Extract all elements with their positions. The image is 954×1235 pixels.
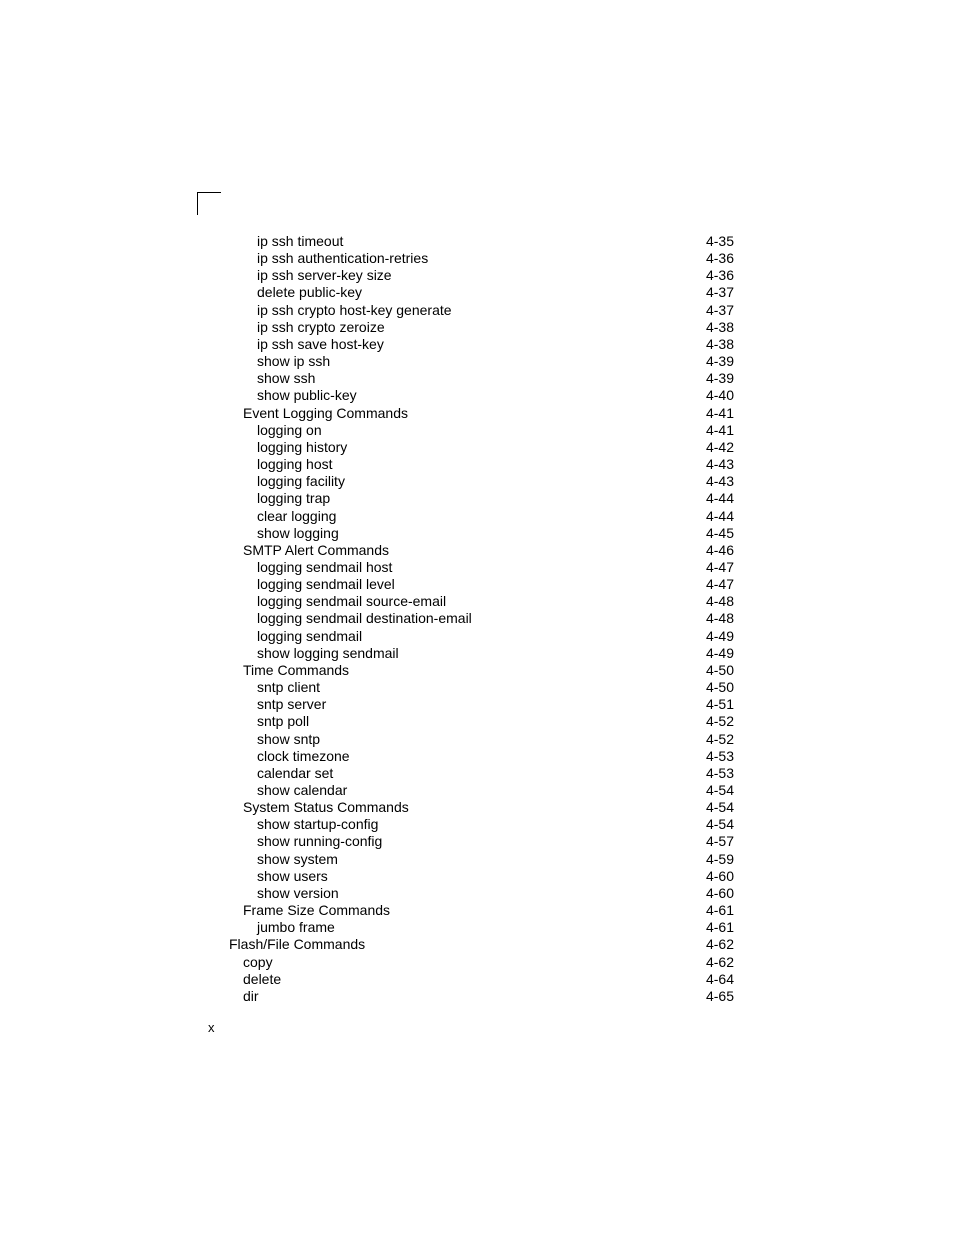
toc-entry-title: sntp client xyxy=(257,679,321,696)
toc-entry[interactable] xyxy=(0,731,954,748)
toc-entry-page: 4-39 xyxy=(705,370,734,387)
toc-entry-title: logging sendmail xyxy=(257,627,363,644)
toc-entry-page: 4-35 xyxy=(705,233,734,249)
toc-entry-title: Event Logging Commands xyxy=(243,404,408,421)
toc-entry-page: 4-42 xyxy=(705,438,734,455)
toc-entry[interactable] xyxy=(0,936,954,953)
toc-entry-title: sntp server xyxy=(257,696,327,713)
toc-entry[interactable] xyxy=(0,679,954,696)
toc-entry-title: show ip ssh xyxy=(257,353,331,370)
toc-entry-page: 4-53 xyxy=(705,747,734,764)
toc-entry-title: Time Commands xyxy=(243,661,350,678)
toc-entry-page: 4-49 xyxy=(705,627,734,644)
toc-entry[interactable] xyxy=(0,387,954,404)
toc-entry[interactable] xyxy=(0,302,954,319)
toc-entry-page: 4-52 xyxy=(705,713,734,730)
toc-entry[interactable] xyxy=(0,233,954,250)
toc-entry[interactable] xyxy=(0,765,954,782)
toc-entry-page: 4-51 xyxy=(705,696,734,713)
toc-entry[interactable] xyxy=(0,576,954,593)
toc-entry-title: show running-config xyxy=(257,833,383,850)
toc-entry-page: 4-41 xyxy=(705,421,734,438)
toc-entry[interactable] xyxy=(0,353,954,370)
toc-entry-page: 4-49 xyxy=(705,644,734,661)
toc-entry[interactable] xyxy=(0,250,954,267)
toc-entry-title: Frame Size Commands xyxy=(243,902,391,919)
toc-entry-page: 4-41 xyxy=(705,404,734,421)
toc-entry-page: 4-45 xyxy=(705,524,734,541)
toc-entry[interactable] xyxy=(0,628,954,645)
toc-entry-title: logging facility xyxy=(257,473,345,490)
toc-entry-page: 4-54 xyxy=(705,782,734,798)
toc-entry-title: show public-key xyxy=(257,387,357,404)
toc-entry-page: 4-37 xyxy=(705,301,734,318)
toc-entry[interactable] xyxy=(0,439,954,456)
toc-entry-title: delete public-key xyxy=(257,284,363,301)
toc-entry[interactable] xyxy=(0,799,954,816)
toc-entry-page: 4-50 xyxy=(705,679,734,696)
toc-entry-page: 4-38 xyxy=(705,318,734,335)
toc-entry[interactable] xyxy=(0,645,954,662)
toc-entry[interactable] xyxy=(0,919,954,936)
toc-entry-title: sntp poll xyxy=(257,713,310,730)
toc-entry-page: 4-39 xyxy=(705,353,734,370)
toc-entry-title: clear logging xyxy=(257,507,337,524)
toc-entry-page: 4-60 xyxy=(705,884,734,901)
toc-entry-page: 4-48 xyxy=(705,610,734,627)
toc-entry[interactable] xyxy=(0,542,954,559)
toc-entry-title: show version xyxy=(257,884,339,901)
toc-entry[interactable] xyxy=(0,662,954,679)
toc-entry[interactable] xyxy=(0,525,954,542)
table-of-contents xyxy=(0,233,954,1005)
toc-entry[interactable] xyxy=(0,885,954,902)
toc-entry-title: logging sendmail host xyxy=(257,558,393,575)
toc-entry-title: System Status Commands xyxy=(243,799,409,816)
toc-entry-page: 4-43 xyxy=(705,456,734,473)
toc-entry[interactable] xyxy=(0,954,954,971)
toc-entry-page: 4-47 xyxy=(705,576,734,593)
toc-entry-title: ip ssh save host-key xyxy=(257,335,384,352)
toc-entry[interactable] xyxy=(0,267,954,284)
toc-entry[interactable] xyxy=(0,593,954,610)
toc-entry-page: 4-44 xyxy=(705,490,734,507)
toc-entry[interactable] xyxy=(0,816,954,833)
toc-entry-title: ip ssh crypto zeroize xyxy=(257,318,385,335)
toc-entry[interactable] xyxy=(0,610,954,627)
toc-entry-title: show ssh xyxy=(257,370,316,387)
toc-entry-title: show users xyxy=(257,867,328,884)
toc-entry-title: show logging sendmail xyxy=(257,644,399,661)
page-number: x xyxy=(208,1020,215,1035)
toc-entry-title: ip ssh crypto host-key generate xyxy=(257,301,452,318)
toc-entry-title: delete xyxy=(243,970,282,987)
toc-entry-title: logging history xyxy=(257,438,348,455)
toc-entry[interactable] xyxy=(0,336,954,353)
toc-entry[interactable] xyxy=(0,988,954,1005)
toc-entry[interactable] xyxy=(0,284,954,301)
toc-entry-page: 4-54 xyxy=(705,816,734,833)
toc-entry-page: 4-46 xyxy=(705,541,734,558)
toc-entry[interactable] xyxy=(0,456,954,473)
toc-entry[interactable] xyxy=(0,851,954,868)
toc-entry-title: SMTP Alert Commands xyxy=(243,541,390,558)
toc-entry-title: logging host xyxy=(257,456,333,473)
toc-entry-page: 4-61 xyxy=(705,902,734,919)
toc-entry[interactable] xyxy=(0,782,954,799)
toc-entry-page: 4-48 xyxy=(705,593,734,610)
toc-entry-page: 4-43 xyxy=(705,473,734,490)
toc-entry-page: 4-47 xyxy=(705,558,734,575)
toc-entry-title: dir xyxy=(243,987,259,1004)
toc-entry[interactable] xyxy=(0,868,954,885)
toc-entry-title: calendar set xyxy=(257,764,334,781)
toc-entry-page: 4-54 xyxy=(705,799,734,816)
toc-entry-title: ip ssh timeout xyxy=(257,233,344,249)
toc-entry-title: copy xyxy=(243,953,273,970)
toc-entry-page: 4-40 xyxy=(705,387,734,404)
toc-entry-page: 4-57 xyxy=(705,833,734,850)
toc-entry-title: logging on xyxy=(257,421,322,438)
toc-entry[interactable] xyxy=(0,748,954,765)
crop-mark xyxy=(197,192,221,215)
toc-entry-page: 4-50 xyxy=(705,661,734,678)
toc-entry-title: show calendar xyxy=(257,782,348,798)
toc-entry-title: show logging xyxy=(257,524,339,541)
toc-entry-title: show system xyxy=(257,850,338,867)
toc-entry[interactable] xyxy=(0,713,954,730)
toc-entry[interactable] xyxy=(0,422,954,439)
toc-entry[interactable] xyxy=(0,370,954,387)
toc-entry[interactable] xyxy=(0,971,954,988)
toc-entry-title: logging sendmail source-email xyxy=(257,593,447,610)
toc-entry-page: 4-64 xyxy=(705,970,734,987)
toc-entry-title: ip ssh server-key size xyxy=(257,267,392,284)
toc-entry-title: logging trap xyxy=(257,490,331,507)
toc-entry-page: 4-62 xyxy=(705,936,734,953)
toc-entry[interactable] xyxy=(0,508,954,525)
toc-entry-title: jumbo frame xyxy=(257,919,335,936)
toc-entry[interactable] xyxy=(0,559,954,576)
toc-entry-page: 4-36 xyxy=(705,267,734,284)
toc-entry-title: show sntp xyxy=(257,730,321,747)
toc-entry[interactable] xyxy=(0,833,954,850)
toc-entry-page: 4-60 xyxy=(705,867,734,884)
toc-entry-title: logging sendmail destination-email xyxy=(257,610,472,627)
toc-entry-title: ip ssh authentication-retries xyxy=(257,250,429,267)
toc-entry-page: 4-38 xyxy=(705,335,734,352)
toc-entry[interactable] xyxy=(0,490,954,507)
toc-entry-title: show startup-config xyxy=(257,816,379,833)
toc-entry-page: 4-59 xyxy=(705,850,734,867)
toc-entry[interactable] xyxy=(0,405,954,422)
toc-entry-page: 4-44 xyxy=(705,507,734,524)
toc-entry[interactable] xyxy=(0,902,954,919)
toc-entry-page: 4-61 xyxy=(705,919,734,936)
toc-entry-title: logging sendmail level xyxy=(257,576,395,593)
toc-entry-page: 4-37 xyxy=(705,284,734,301)
toc-entry[interactable] xyxy=(0,473,954,490)
toc-entry-page: 4-36 xyxy=(705,250,734,267)
toc-entry[interactable] xyxy=(0,319,954,336)
toc-entry-title: clock timezone xyxy=(257,747,350,764)
toc-entry-page: 4-65 xyxy=(705,987,734,1004)
toc-entry-page: 4-62 xyxy=(705,953,734,970)
toc-entry-page: 4-52 xyxy=(705,730,734,747)
toc-entry-page: 4-53 xyxy=(705,764,734,781)
toc-entry-title: Flash/File Commands xyxy=(229,936,366,953)
toc-entry[interactable] xyxy=(0,696,954,713)
